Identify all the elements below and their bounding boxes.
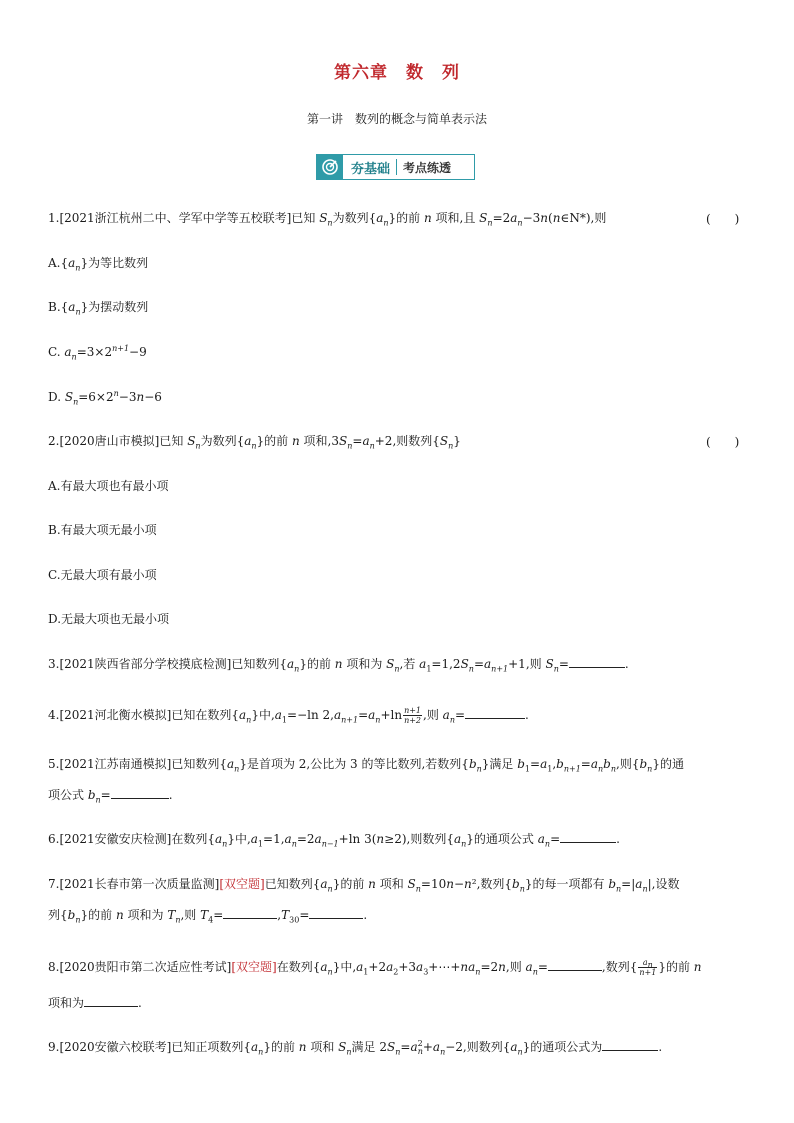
question-9: 9.[2020安徽六校联考]已知正项数列$\{a_n\}$的前 n 项和 $S_n$满足 $2S_n=a^2_n+a_n-2$,则数列$\{a_n\}$的通项公式为 . xyxy=(48,1039,663,1057)
question-3: 3.[2021陕西省部分学校摸底检测]已知数列$\{a_n\}$的前 n 项和为 $S_n$,若 $a_1=1,2S_n=a_{n+1}+1$,则 $S_n=$ . xyxy=(48,657,629,674)
option-2c: C.无最大项有最小项 xyxy=(48,568,157,582)
answer-blank[interactable] xyxy=(548,959,602,971)
question-type-tag: [双空题] xyxy=(219,877,265,891)
target-icon xyxy=(317,155,343,179)
option-1a: $A.\{a_n\}$为等比数列 xyxy=(48,256,149,273)
answer-blank[interactable] xyxy=(84,995,138,1007)
question-1: 1.[2021浙江杭州二中、学军中学等五校联考]已知 $S_n$为数列$\{a_n\}$的前 n 项和,且 $S_n=2a_n-3n(n\in N*)$,则 xyxy=(48,211,607,228)
answer-blank[interactable] xyxy=(569,656,625,668)
question-7: 7.[2021长春市第一次质量监测][双空题]已知数列$\{a_n\}$的前 n 项和 $S_n=10n-n^2$,数列$\{b_n\}$的每一项都有 $b_n=|a_n|$,设数 xyxy=(48,877,680,894)
question-6: 6.[2021安徽安庆检测]在数列$\{a_n\}$中$,a_1=1,a_n=2a_{n-1}+\ln$ 3(n≥2),则数列$\{a_n\}$的通项公式 $a_n=$ . xyxy=(48,832,620,849)
question-4: 4.[2021河北衡水模拟]已知在数列$\{a_n\}$中$,a_1=-\ln$ $2,a_{n+1}=a_n+\ln$ $\frac{n+1}{n+2}$ ,则 $a_n=$ . xyxy=(48,706,529,725)
chapter-title: 第六章 数 列 xyxy=(334,63,460,83)
section-badge xyxy=(316,154,475,180)
question-source: [2021河北衡水模拟] xyxy=(59,708,172,722)
option-2a: A.有最大项也有最小项 xyxy=(48,479,169,493)
question-source: [2021安徽安庆检测] xyxy=(59,832,172,846)
answer-blank[interactable] xyxy=(465,707,525,719)
badge-main-label: 夯基础 xyxy=(351,161,391,177)
answer-blank[interactable] xyxy=(602,1039,658,1051)
answer-blank[interactable] xyxy=(223,907,277,919)
question-source: [2021陕西省部分学校摸底检测] xyxy=(59,657,232,671)
question-type-tag: [双空题] xyxy=(231,960,277,974)
answer-paren-2: ( ) xyxy=(706,435,740,449)
question-source: [2021江苏南通模拟] xyxy=(59,757,172,771)
section-title: 第一讲 数列的概念与简单表示法 xyxy=(306,112,487,126)
badge-sub-label: 考点练透 xyxy=(403,160,452,175)
answer-paren-1: ( ) xyxy=(706,212,740,226)
answer-blank[interactable] xyxy=(111,787,169,799)
question-source: [2021长春市第一次质量监测] xyxy=(59,877,220,891)
question-source: [2020安徽六校联考] xyxy=(59,1040,172,1054)
answer-blank[interactable] xyxy=(560,831,616,843)
question-7-line-2: 列$\{b_n\}$的前 n 项和为 $T_n$,则 $T_4= ,T_{30}=$ . xyxy=(48,908,368,925)
question-source: [2021浙江杭州二中、学军中学等五校联考] xyxy=(59,211,292,225)
question-source: [2020贵阳市第二次适应性考试] xyxy=(59,960,232,974)
question-8-line-2: 项和为 . xyxy=(48,996,142,1010)
fraction: $\frac{a_n}{n+1}$ xyxy=(639,958,657,977)
fraction: $\frac{n+1}{n+2}$ xyxy=(404,706,422,725)
option-1b: $B.\{a_n\}$为摆动数列 xyxy=(48,300,149,317)
question-5-line-2: 项公式 $b_n=$ . xyxy=(48,788,173,805)
option-1c: C. $a_n=3\times 2^{n+1}-9$ xyxy=(48,344,147,362)
option-1d: D. $S_n=6\times 2^n-3n-6$ xyxy=(48,389,162,407)
question-8: 8.[2020贵阳市第二次适应性考试][双空题]在数列$\{a_n\}$中$,a_1+2a_2+3a_3+\cdots+na_n=2n$,则 $a_n=$ ,数列{ $\frac{a_n}{n+1}$ }的前 n xyxy=(48,958,702,977)
question-5: 5.[2021江苏南通模拟]已知数列$\{a_n\}$是首项为 2,公比为 3 的等比数列,若数列$\{b_n\}$满足 $b_1=a_1,b_{n+1}=a_nb_n$,则$\{b_n\}$的通 xyxy=(48,757,684,774)
question-source: [2020唐山市模拟] xyxy=(59,434,160,448)
option-2d: D.无最大项也无最小项 xyxy=(48,612,170,626)
answer-blank[interactable] xyxy=(309,907,363,919)
question-2: 2.[2020唐山市模拟]已知 $S_n$为数列$\{a_n\}$的前 n 项和$,3S_n=a_n+2$,则数列$\{S_n\}$ xyxy=(48,434,461,451)
option-2b: B.有最大项无最小项 xyxy=(48,523,157,537)
